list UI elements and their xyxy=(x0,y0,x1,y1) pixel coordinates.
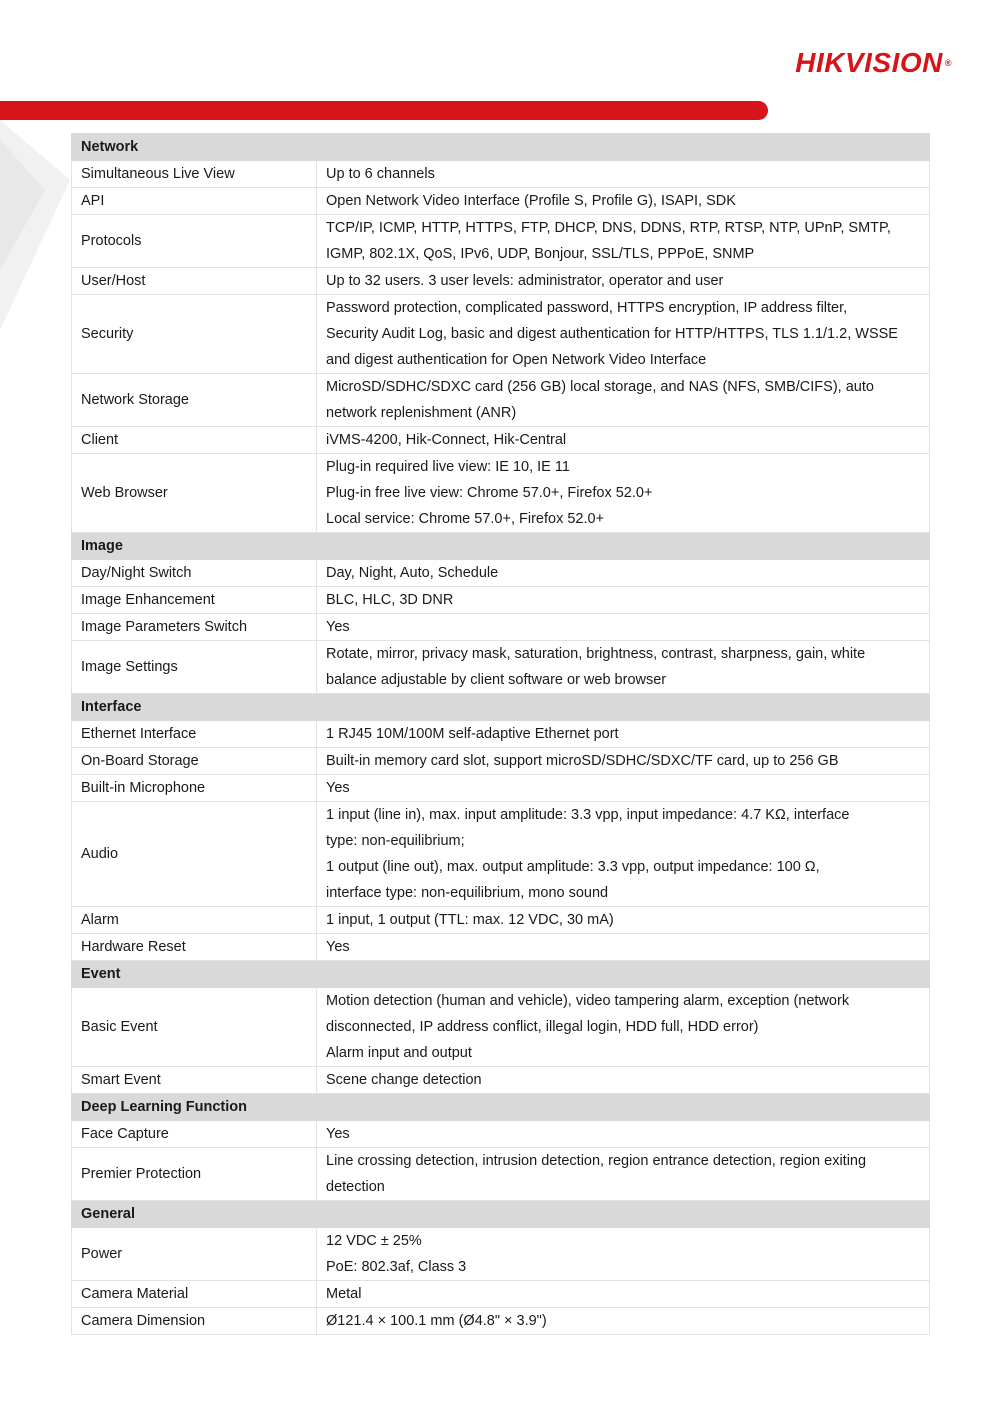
spec-row xyxy=(72,161,930,188)
spec-row xyxy=(72,614,930,641)
spec-label: Camera Dimension xyxy=(72,1308,317,1335)
decorative-shape xyxy=(0,120,80,330)
spec-value: Yes xyxy=(317,614,930,641)
spec-label: API xyxy=(72,188,317,215)
section-header xyxy=(72,1094,930,1121)
spec-value: 1 input, 1 output (TTL: max. 12 VDC, 30 mA) xyxy=(317,907,930,934)
spec-value: TCP/IP, ICMP, HTTP, HTTPS, FTP, DHCP, DNS, DDNS, RTP, RTSP, NTP, UPnP, SMTP, IGMP, 802.1X, QoS, IPv6, UDP, Bonjour, SSL/TLS, PPPoE, SNMP xyxy=(317,215,930,268)
spec-row xyxy=(72,1067,930,1094)
spec-row xyxy=(72,721,930,748)
spec-row xyxy=(72,427,930,454)
spec-label: Smart Event xyxy=(72,1067,317,1094)
section-header xyxy=(72,961,930,988)
spec-row xyxy=(72,1228,930,1281)
spec-label: Day/Night Switch xyxy=(72,560,317,587)
spec-row xyxy=(72,802,930,907)
spec-row xyxy=(72,560,930,587)
spec-value: Metal xyxy=(317,1281,930,1308)
spec-label: Client xyxy=(72,427,317,454)
spec-label: Basic Event xyxy=(72,988,317,1067)
spec-value: Plug-in required live view: IE 10, IE 11 Plug-in free live view: Chrome 57.0+, Firefox 52.0+ Local service: Chrome 57.0+, Firefox 52.0+ xyxy=(317,454,930,533)
spec-row xyxy=(72,1121,930,1148)
spec-value: MicroSD/SDHC/SDXC card (256 GB) local storage, and NAS (NFS, SMB/CIFS), auto network replenishment (ANR) xyxy=(317,374,930,427)
spec-label: Power xyxy=(72,1228,317,1281)
section-title: Network xyxy=(72,134,930,161)
spec-row xyxy=(72,748,930,775)
spec-label: Built-in Microphone xyxy=(72,775,317,802)
spec-value: iVMS-4200, Hik-Connect, Hik-Central xyxy=(317,427,930,454)
spec-value: Ø121.4 × 100.1 mm (Ø4.8" × 3.9") xyxy=(317,1308,930,1335)
section-title: Image xyxy=(72,533,930,560)
spec-label: User/Host xyxy=(72,268,317,295)
spec-value: 1 input (line in), max. input amplitude: 3.3 vpp, input impedance: 4.7 KΩ, interface type: non-equilibrium; 1 output (line out), max. output amplitude: 3.3 vpp, output impedance: 100 Ω, interface type: non-equilibrium, mono sound xyxy=(317,802,930,907)
section-header xyxy=(72,694,930,721)
spec-label: Image Parameters Switch xyxy=(72,614,317,641)
spec-value: Open Network Video Interface (Profile S, Profile G), ISAPI, SDK xyxy=(317,188,930,215)
spec-value: Yes xyxy=(317,934,930,961)
section-title: Deep Learning Function xyxy=(72,1094,930,1121)
spec-row xyxy=(72,775,930,802)
spec-row xyxy=(72,268,930,295)
spec-value: Password protection, complicated password, HTTPS encryption, IP address filter, Security Audit Log, basic and digest authentication for HTTP/HTTPS, TLS 1.1/1.2, WSSE and digest authentication for Open Network Video Interface xyxy=(317,295,930,374)
spec-label: Camera Material xyxy=(72,1281,317,1308)
spec-row xyxy=(72,295,930,374)
spec-row xyxy=(72,907,930,934)
spec-value: Rotate, mirror, privacy mask, saturation, brightness, contrast, sharpness, gain, white balance adjustable by client software or web browser xyxy=(317,641,930,694)
section-title: General xyxy=(72,1201,930,1228)
section-title: Event xyxy=(72,961,930,988)
spec-label: Security xyxy=(72,295,317,374)
spec-row xyxy=(72,934,930,961)
spec-row xyxy=(72,1281,930,1308)
spec-label: Protocols xyxy=(72,215,317,268)
spec-row xyxy=(72,988,930,1067)
spec-value: Yes xyxy=(317,1121,930,1148)
spec-row xyxy=(72,1148,930,1201)
spec-label: Image Enhancement xyxy=(72,587,317,614)
spec-value: Up to 6 channels xyxy=(317,161,930,188)
spec-label: Face Capture xyxy=(72,1121,317,1148)
spec-label: Hardware Reset xyxy=(72,934,317,961)
spec-value: BLC, HLC, 3D DNR xyxy=(317,587,930,614)
spec-value: Line crossing detection, intrusion detection, region entrance detection, region exiting detection xyxy=(317,1148,930,1201)
spec-value: Day, Night, Auto, Schedule xyxy=(317,560,930,587)
spec-row xyxy=(72,215,930,268)
spec-value: Built-in memory card slot, support microSD/SDHC/SDXC/TF card, up to 256 GB xyxy=(317,748,930,775)
spec-label: Ethernet Interface xyxy=(72,721,317,748)
spec-row xyxy=(72,1308,930,1335)
hikvision-logo: HIKVISION ® xyxy=(795,47,952,78)
spec-value: Motion detection (human and vehicle), video tampering alarm, exception (network disconnected, IP address conflict, illegal login, HDD full, HDD error) Alarm input and output xyxy=(317,988,930,1067)
spec-row xyxy=(72,374,930,427)
spec-row xyxy=(72,454,930,533)
spec-label: Audio xyxy=(72,802,317,907)
spec-label: Simultaneous Live View xyxy=(72,161,317,188)
spec-row xyxy=(72,641,930,694)
spec-label: Web Browser xyxy=(72,454,317,533)
section-title: Interface xyxy=(72,694,930,721)
section-header xyxy=(72,1201,930,1228)
spec-label: Premier Protection xyxy=(72,1148,317,1201)
spec-label: On-Board Storage xyxy=(72,748,317,775)
spec-row xyxy=(72,587,930,614)
spec-row xyxy=(72,188,930,215)
section-header xyxy=(72,533,930,560)
spec-value: Scene change detection xyxy=(317,1067,930,1094)
spec-value: 12 VDC ± 25% PoE: 802.3af, Class 3 xyxy=(317,1228,930,1281)
spec-label: Image Settings xyxy=(72,641,317,694)
spec-table xyxy=(71,133,930,1335)
spec-value: Yes xyxy=(317,775,930,802)
spec-label: Alarm xyxy=(72,907,317,934)
header-red-bar xyxy=(0,101,768,120)
spec-value: 1 RJ45 10M/100M self-adaptive Ethernet port xyxy=(317,721,930,748)
spec-value: Up to 32 users. 3 user levels: administrator, operator and user xyxy=(317,268,930,295)
spec-label: Network Storage xyxy=(72,374,317,427)
section-header xyxy=(72,134,930,161)
